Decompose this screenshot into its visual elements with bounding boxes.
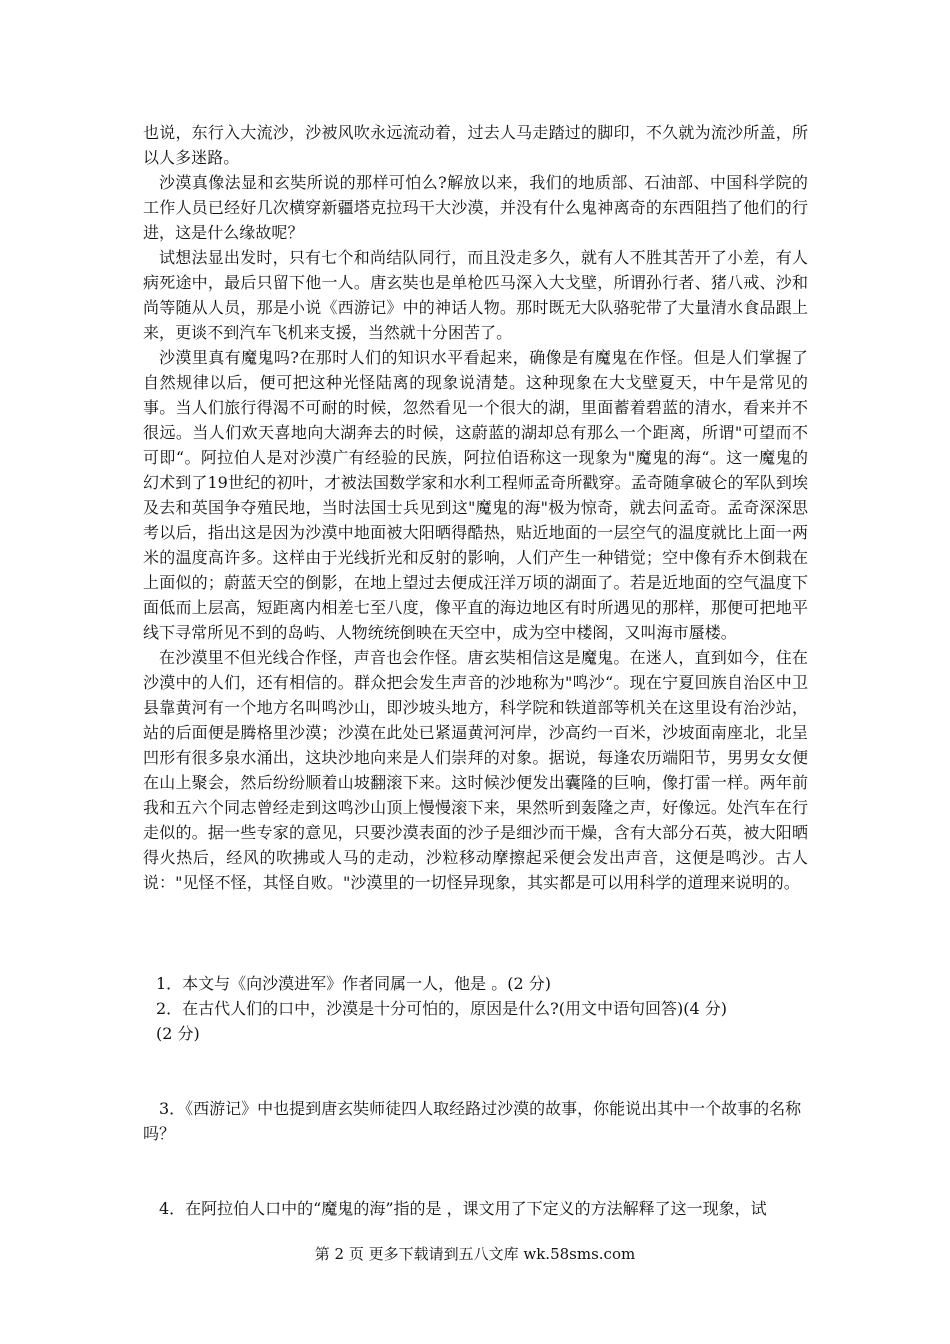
page-footer: 第 2 页 更多下载请到五八文库 wk.58sms.com [314,1245,636,1263]
question-block-4 [143,1196,808,1221]
article-body [143,120,808,895]
question-block-3 [143,1096,808,1146]
question-3: 3．《西游记》中也提到唐玄奘师徒四人取经路过沙漠的故事，你能说出其中一个故事的名称吗？ [143,1099,802,1143]
question-1: 1．本文与《向沙漠进军》作者同属一人，他是 。(2 分) [156,974,552,993]
paragraph-2: 沙漠真像法显和玄奘所说的那样可怕么?解放以来，我们的地质部、石油部、中国科学院的工作人员已经好几次横穿新疆塔克拉玛干大沙漠，并没有什么鬼神离奇的东西阻挡了他们的行进，这是什么缘故呢？ [143,173,808,242]
paragraph-5: 在沙漠里不但光线合作怪，声音也会作怪。唐玄奘相信这是魔鬼。在迷人，直到如今，住在沙漠中的人们，还有相信的。群众把会发生声音的沙地称为"鸣沙“。现在宁夏回族自治区中卫县靠黄河有一个地方名叫鸣沙山，即沙坡头地方，科学院和铁道部等机关在这里设有治沙站，站的后面便是腾格里沙漠；沙漠在此处已紧逼黄河河岸，沙高约一百米，沙坡面南座北，北呈凹形有很多泉水涌出，这块沙地向来是人们崇拜的对象。据说，每逢农历端阳节，男男女女便在山上聚会，然后纷纷顺着山坡翻滚下来。这时候沙便发出囊隆的巨响，像打雷一样。两年前我和五六个同志曾经走到这鸣沙山顶上慢慢滚下来，果然听到轰隆之声，好像远。处汽车在行走似的。据一些专家的意见，只要沙漠表面的沙子是细沙而干燥，含有大部分石英，被大阳晒得火热后，经风的吹拂或人马的走动，沙粒移动摩擦起采便会发出声音，这便是鸣沙。古人说："见怪不怪，其怪自败。"沙漠里的一切怪异现象，其实都是可以用科学的道理来说明的。 [143,648,808,892]
question-block-1-2 [143,971,808,1046]
question-2-score: (2 分) [156,1024,200,1043]
question-4: 4．在阿拉伯人口中的“魔鬼的海”指的是 ，课文用了下定义的方法解释了这一现象，试 [159,1199,767,1218]
paragraph-4: 沙漠里真有魔鬼吗?在那时人们的知识水平看起来，确像是有魔鬼在作怪。但是人们掌握了自然规律以后，便可把这种光怪陆离的现象说清楚。这种现象在大戈壁夏天，中午是常见的事。当人们旅行得渴不可耐的时候，忽然看见一个很大的湖，里面蓄着碧蓝的清水，看来并不很远。当人们欢天喜地向大湖奔去的时候，这蔚蓝的湖却总有那么一个距离，所谓"可望而不可即“。阿拉伯人是对沙漠广有经验的民族，阿拉伯语称这一现象为"魔鬼的海“。这一魔鬼的幻术到了19世纪的初叶，才被法国数学家和水利工程师孟奇所戳穿。孟奇随拿破仑的军队到埃及去和英国争夺殖民地，当时法国士兵见到这"魔鬼的海"极为惊奇，就去问孟奇。孟奇深深思考以后，指出这是因为沙漠中地面被大阳晒得酷热，贴近地面的一层空气的温度就比上面一两米的温度高许多。这样由于光线折光和反射的影响，人们产生一种错觉；空中像有乔木倒栽在上面似的；蔚蓝天空的倒影，在地上望过去便成汪洋万顷的湖面了。若是近地面的空气温度下面低而上层高，短距离内相差七至八度，像平直的海边地区有时所遇见的那样，那便可把地平线下寻常所见不到的岛屿、人物统统倒映在天空中，成为空中楼阁，又叫海市蜃楼。 [143,348,808,642]
question-2: 2．在古代人们的口中，沙漠是十分可怕的，原因是什么?(用文中语句回答)(4 分) [156,999,727,1018]
paragraph-1: 也说，东行入大流沙，沙被风吹永远流动着，过去人马走踏过的脚印，不久就为流沙所盖，所以人多迷路。 [143,123,808,167]
paragraph-3: 试想法显出发时，只有七个和尚结队同行，而且没走多久，就有人不胜其苦开了小差，有人病死途中，最后只留下他一人。唐玄奘也是单枪匹马深入大戈壁，所谓孙行者、猪八戒、沙和尚等随从人员，那是小说《西游记》中的神话人物。那时既无大队骆驼带了大量清水食品跟上来，更谈不到汽车飞机来支援，当然就十分困苦了。 [143,248,808,342]
